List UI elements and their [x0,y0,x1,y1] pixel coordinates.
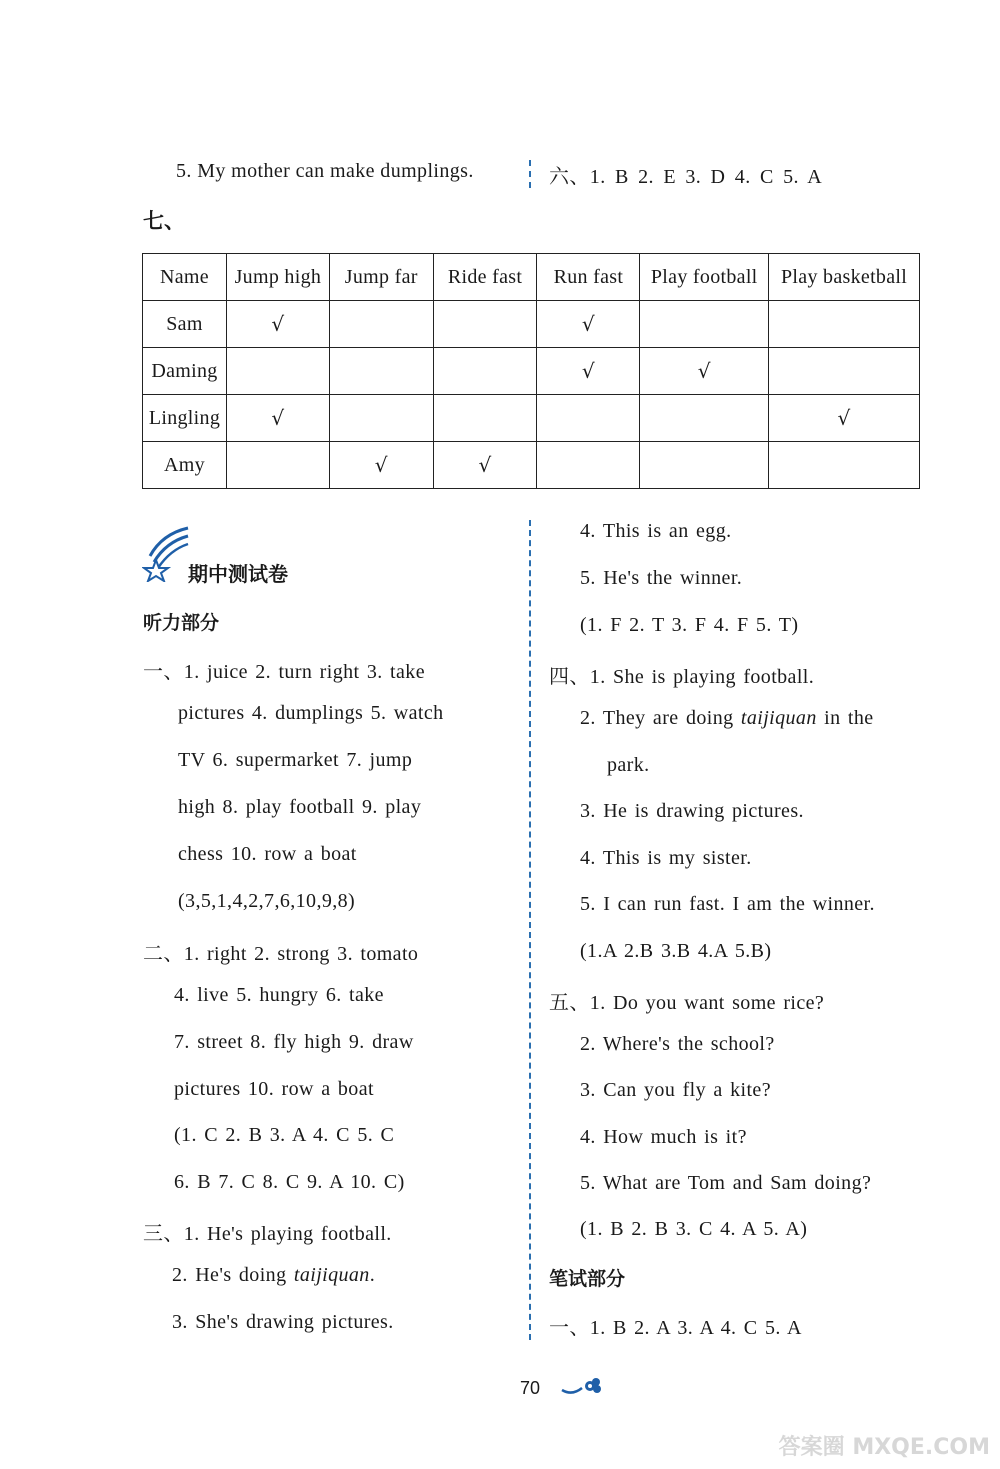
answer-line: 2. Where's the school? [580,1033,775,1055]
empty-cell [537,395,640,442]
name-cell: Daming [143,348,227,395]
answer-line: 4. live 5. hungry 6. take [174,984,384,1006]
section-label: 七、 [143,209,185,233]
writing-title: 笔试部分 [549,1268,626,1290]
answer-line: 2. They are doing taijiquan in the [580,707,874,729]
answer-line: (3,5,1,4,2,7,6,10,9,8) [178,890,356,912]
empty-cell [537,442,640,489]
name-cell: Amy [143,442,227,489]
empty-cell [769,348,920,395]
answer-line: 6. B 7. C 8. C 9. A 10. C) [174,1171,405,1193]
column-divider [529,520,531,1340]
empty-cell [329,348,433,395]
answer-line: 5. My mother can make dumplings. [176,160,474,182]
answer-line: (1.A 2.B 3.B 4.A 5.B) [580,940,772,962]
star-logo-icon [142,526,190,582]
table-row [143,301,920,348]
empty-cell [640,442,769,489]
empty-cell [640,301,769,348]
activity-table [142,253,920,489]
empty-cell [433,348,537,395]
answer-line: 四、1. She is playing football. [549,666,815,688]
italic-term: taijiquan [293,1264,370,1286]
answer-line: 7. street 8. fly high 9. draw [174,1031,414,1053]
table-header-cell: Jump far [329,254,433,301]
answer-line: 3. He is drawing pictures. [580,800,804,822]
empty-cell [226,442,329,489]
name-cell: Lingling [143,395,227,442]
flower-icon [560,1376,604,1398]
check-mark-cell: √ [329,442,433,489]
answer-line: 一、1. B 2. A 3. A 4. C 5. A [549,1317,802,1339]
answer-line: 5. He's the winner. [580,567,743,589]
empty-cell [769,301,920,348]
answer-line: 3. She's drawing pictures. [172,1311,394,1333]
answer-line: pictures 10. row a boat [174,1078,374,1100]
empty-cell [329,301,433,348]
empty-cell [226,348,329,395]
answer-line: (1. F 2. T 3. F 4. F 5. T) [580,614,799,636]
answer-line: 2. He's doing taijiquan. [172,1264,376,1286]
answer-line: 六、1. B 2. E 3. D 4. C 5. A [549,166,823,188]
name-cell: Sam [143,301,227,348]
empty-cell [433,395,537,442]
answer-line: TV 6. supermarket 7. jump [178,749,413,771]
answer-line: 4. This is an egg. [580,520,732,542]
table-header-cell: Play basketball [769,254,920,301]
answer-line: chess 10. row a boat [178,843,357,865]
answer-line: 5. What are Tom and Sam doing? [580,1172,872,1194]
page-number: 70 [520,1378,541,1398]
table-header-cell: Run fast [537,254,640,301]
table-row [143,348,920,395]
midterm-title: 期中测试卷 [188,562,288,586]
check-mark-cell: √ [226,395,329,442]
answer-line: 三、1. He's playing football. [143,1223,392,1245]
answer-line: (1. C 2. B 3. A 4. C 5. C [174,1124,395,1146]
table-row [143,442,920,489]
answer-line: 5. I can run fast. I am the winner. [580,893,875,915]
table-header-cell: Name [143,254,227,301]
watermark: 答案圈 MXQE.COM [778,1435,990,1460]
table-header-cell: Play football [640,254,769,301]
answer-line: high 8. play football 9. play [178,796,422,818]
column-divider [529,160,531,188]
check-mark-cell: √ [226,301,329,348]
empty-cell [329,395,433,442]
check-mark-cell: √ [640,348,769,395]
check-mark-cell: √ [537,301,640,348]
answer-line: 4. How much is it? [580,1126,747,1148]
answer-line: 一、1. juice 2. turn right 3. take [143,661,425,683]
check-mark-cell: √ [537,348,640,395]
answer-line: 3. Can you fly a kite? [580,1079,771,1101]
answer-line: (1. B 2. B 3. C 4. A 5. A) [580,1218,808,1240]
empty-cell [640,395,769,442]
check-mark-cell: √ [433,442,537,489]
empty-cell [433,301,537,348]
check-mark-cell: √ [769,395,920,442]
answer-line: 五、1. Do you want some rice? [549,992,825,1014]
table-row [143,395,920,442]
answer-line: 4. This is my sister. [580,847,752,869]
answer-line: park. [607,754,650,776]
listening-title: 听力部分 [143,612,220,634]
answer-line: 二、1. right 2. strong 3. tomato [143,943,419,965]
answer-line: pictures 4. dumplings 5. watch [178,702,444,724]
table-header-cell: Jump high [226,254,329,301]
table-header-cell: Ride fast [433,254,537,301]
italic-term: taijiquan [740,707,817,729]
empty-cell [769,442,920,489]
